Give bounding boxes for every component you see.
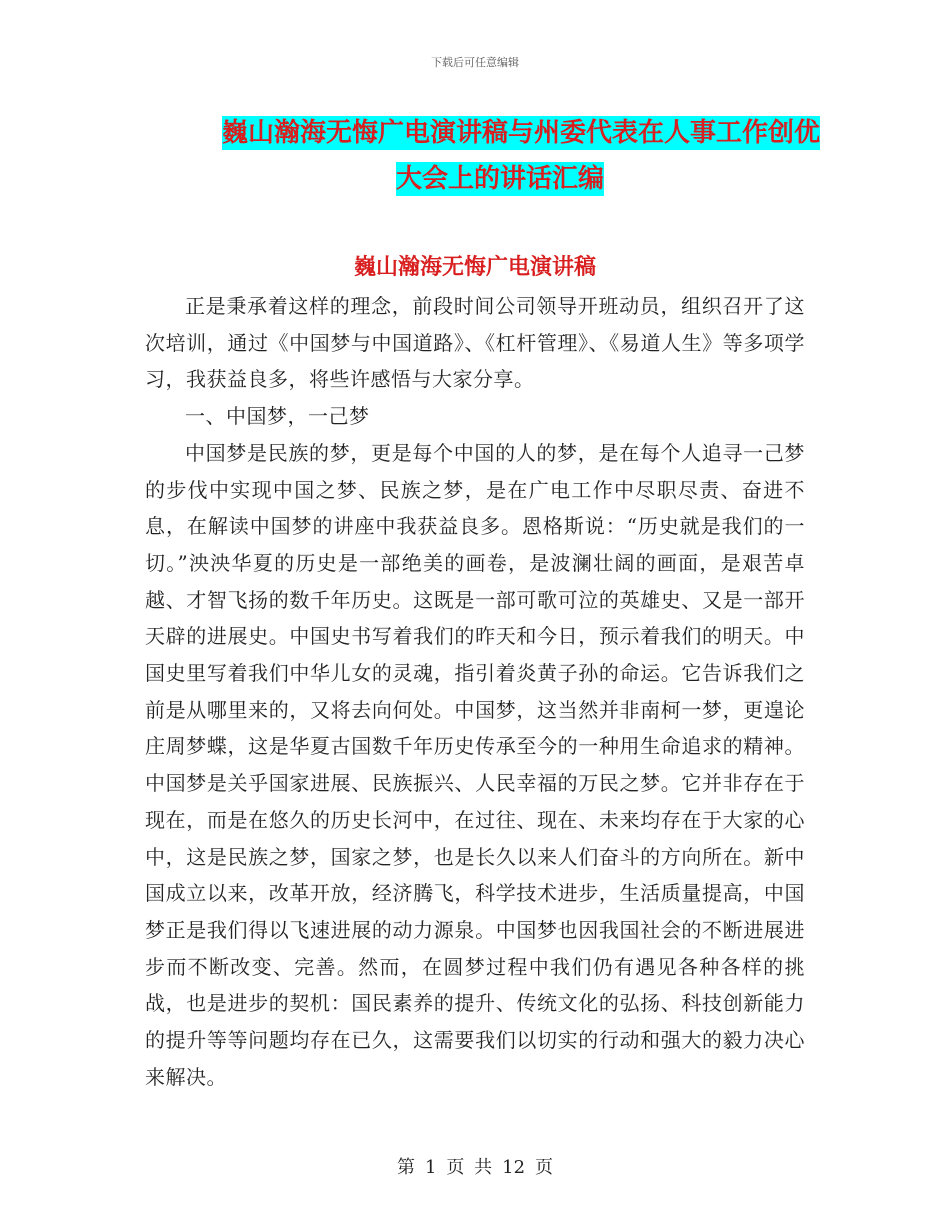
section-title: 巍山瀚海无悔广电演讲稿 — [353, 254, 596, 280]
paragraph-intro: 正是秉承着这样的理念，前段时间公司领导开班动员，组织召开了这次培训，通过《中国梦与中国道路》、《杠杆管理》、《易道人生》等多项学习，我获益良多，将些许感悟与大家分享。 — [145, 294, 805, 392]
title-line-2: 大会上的讲话汇编 — [395, 164, 604, 194]
body-text — [145, 288, 805, 1095]
page-suffix: 页 — [535, 1157, 554, 1178]
page-current: 1 — [424, 1157, 437, 1178]
header-note: 下载后可任意编辑 — [431, 56, 519, 69]
page-footer — [0, 1153, 950, 1179]
paragraph-heading: 一、中国梦，一己梦 — [185, 404, 370, 429]
title-line-1: 巍山瀚海无悔广电演讲稿与州委代表在人事工作创优 — [221, 118, 820, 148]
page-prefix: 第 — [396, 1157, 415, 1178]
page-total: 12 — [502, 1157, 526, 1178]
page-mid: 页 共 — [446, 1157, 493, 1178]
paragraph-main: 中国梦是民族的梦，更是每个中国的人的梦，是在每个人追寻一己梦的步伐中实现中国之梦、民族之梦，是在广电工作中尽职尽责、奋进不息，在解读中国梦的讲座中我获益良多。恩格斯说：“历史就是我们的一切。”泱泱华夏的历史是一部绝美的画卷，是波澜壮阔的画面，是艰苦卓越、才智飞扬的数千年历史。这既是一部可歌可泣的英雄史、又是一部开天辟的进展史。中国史书写着我们的昨天和今日，预示着我们的明天。中国史里写着我们中华儿女的灵魂，指引着炎黄子孙的命运。它告诉我们之前是从哪里来的，又将去向何处。中国梦，这当然并非南柯一梦，更遑论庄周梦蝶，这是华夏古国数千年历史传承至今的一种用生命追求的精神。中国梦是关乎国家进展、民族振兴、人民幸福的万民之梦。它并非存在于现在，而是在悠久的历史长河中，在过往、现在、未来均存在于大家的心中，这是民族之梦，国家之梦，也是长久以来人们奋斗的方向所在。新中国成立以来，改革开放，经济腾飞，科学技术进步，生活质量提高，中国梦正是我们得以飞速进展的动力源泉。中国梦也因我国社会的不断进展进步而不断改变、完善。然而，在圆梦过程中我们仍有遇见各种各样的挑战，也是进步的契机：国民素养的提升、传统文化的弘扬、科技创新能力的提升等等问题均存在已久，这需要我们以切实的行动和强大的毅力决心来解决。 — [145, 440, 805, 1089]
document-title — [150, 110, 850, 202]
